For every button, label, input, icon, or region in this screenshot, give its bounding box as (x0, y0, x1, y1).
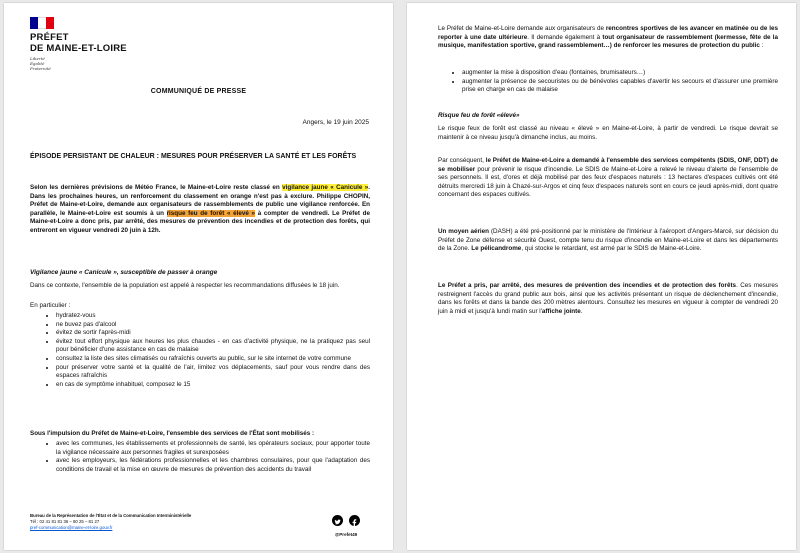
list-item: • augmenter la présence de secouristes ou de bénévoles capables d'avertir les secours et d'assurer une première prise en charge en cas de malaise (462, 78, 778, 95)
logo-motto: Liberté Égalité Fraternité (30, 56, 51, 71)
list-item: • augmenter la mise à disposition d'eau (fontaines, brumisateurs…) (462, 69, 778, 78)
list-item: • pour préserver votre santé et la qualité de l'air, limitez vos déplacements, sauf pour vous rendre dans des espaces rafraîchis (56, 364, 370, 381)
list-item: • en cas de symptôme inhabituel, composez le 15 (56, 381, 370, 390)
vigilance-heading: Vigilance jaune « Canicule », susceptible de passer à orange (30, 269, 218, 276)
fire-risk-text: Le risque feux de forêt est classé au niveau « élevé » en Maine-et-Loire, à partir de vendredi. Le risque devrait se maintenir à ce niveau jusqu'à dimanche inclus, au moins. (438, 125, 778, 141)
main-title: ÉPISODE PERSISTANT DE CHALEUR : MESURES POUR PRÉSERVER LA SANTÉ ET LES FORÊTS (30, 153, 357, 160)
page-2 (407, 3, 796, 550)
impulse-list (30, 440, 370, 474)
office-email-link[interactable]: pref-communication@maine-et-loire.gouv.fr (30, 525, 113, 530)
list-item: • avec les employeurs, les fédérations professionnelles et les chambres consulaires, pour que l'adaptation des conditions de travail et la mise en œuvre de mesures de prévention des accidents du travail (56, 457, 370, 474)
aerial-means-paragraph: Un moyen aérien (DASH) a été pré-positionné par le ministère de l'Intérieur à l'aéroport d'Angers-Marcé, sur décision du Préfet de Zone défense et sécurité Ouest, compte tenu du risque d'incendie en Maine-et-Loire et dans les départements de la Zone. Le pélicandrome, qui stocke le retardant, est armé par le SDIS de Maine-et-Loire. (438, 228, 778, 253)
page-1 (4, 3, 393, 550)
organizers-paragraph: Le Préfet de Maine-et-Loire demande aux organisateurs de rencontres sportives de les avancer en matinée ou de les reporter à une date ultérieure. Il demande également à tout organisateur de rassemblement (kermesse, fête de la musique, manifestation sportive, grand rassemblement…) de renforcer les mesures de protection du public : (438, 25, 779, 50)
list-item: • consultez la liste des sites climatisés ou rafraîchis ouverts au public, sur le site internet de votre commune (56, 355, 370, 364)
twitter-icon[interactable] (332, 515, 343, 526)
facebook-icon[interactable] (349, 515, 360, 526)
recommendations-list (30, 312, 370, 389)
vigilance-text: Dans ce contexte, l'ensemble de la population est appelé à respecter les recommandations diffusées le 18 juin. (30, 282, 340, 289)
in-particular-label: En particulier : (30, 302, 71, 309)
twitter-handle: @Prefet49 (334, 532, 358, 537)
impulse-heading: Sous l'impulsion du Préfet de Maine-et-Loire, l'ensemble des services de l'État sont mobilisés : (30, 430, 315, 437)
highlight-risque-feu: risque feu de forêt « élevé » (166, 209, 256, 217)
prefecture-logo (30, 17, 127, 71)
fire-risk-heading: Risque feu de forêt «élevé» (438, 112, 520, 119)
protection-measures-list (438, 69, 778, 95)
press-release-title: COMMUNIQUÉ DE PRESSE (150, 88, 247, 95)
release-date: Angers, le 19 juin 2025 (302, 119, 369, 126)
services-paragraph: Par conséquent, le Préfet de Maine-et-Loire a demandé à l'ensemble des services compétents (SDIS, ONF, DDT) de se mobiliser pour prévenir le risque d'incendie. Le SDIS de Maine-et-Loire a relevé le niveau d'alerte de l'ensemble de ses personnels. Il est, d'ores et déjà mobilisé par des feux d'espaces naturels : 13 hectares d'espaces cultivés ont été détruits mercredi 18 juin à Chazé-sur-Argos et cinq feux d'espaces naturels sont en cours ce jeudi après-midi, dont quatre concernant des espaces cultivés. (438, 157, 779, 199)
intro-paragraph: Selon les dernières prévisions de Météo France, le Maine-et-Loire reste classé en vigilance jaune « Canicule ». Dans les prochaines heures, un renforcement du classement en orange n'est pas à exclure. Philippe CHOPIN, Préfet de Maine-et-Loire, demande aux organisateurs de rassemblements de public une vigilance renforcée. En parallèle, le Maine-et-Loire est soumis à un risque feu de forêt « élevé » à compter de vendredi. Le Préfet de Maine-et-Loire a donc pris, par arrêté, des mesures de prévention des incendies et de protection des forêts, qui entreront en vigueur vendredi 20 juin à 12h. (30, 184, 370, 234)
press-contact-footer (30, 513, 191, 531)
list-item: • ne buvez pas d'alcool (56, 321, 370, 330)
office-name: Bureau de la Représentation de l'État et de la Communication Interministérielle (30, 513, 192, 518)
list-item: • évitez de sortir l'après-midi (56, 329, 370, 338)
office-phone: Tél : 02 41 81 81 36 – 80 25 – 81 27 (30, 519, 100, 524)
decree-paragraph: Le Préfet a pris, par arrêté, des mesures de prévention des incendies et de protection des forêts. Ces mesures restreignent l'accès du grand public aux bois, ainsi que les activités présentant un risque de déclenchement d'incendie, dans les forêts et dans la bande des 200 mètres alentours. Consultez les mesures en vigueur à compter de vendredi 20 juin à midi et jusqu'à lundi matin sur l'affiche jointe. (438, 282, 778, 315)
list-item: • avec les communes, les établissements et professionnels de santé, les opérateurs sociaux, pour apporter toute la vigilance nécessaire aux personnes fragiles et surexposées (56, 440, 370, 457)
french-flag-icon (30, 17, 54, 29)
social-links (328, 512, 364, 537)
list-item: • hydratez-vous (56, 312, 370, 321)
list-item: • évitez tout effort physique aux heures les plus chaudes - en cas d'activité physique, ne la pratiquez pas seul pour bénéficier d'une assistance en cas de malaise (56, 338, 370, 355)
logo-line-2: DE MAINE-ET-LOIRE (30, 43, 127, 54)
logo-line-1: PRÉFET (30, 32, 69, 43)
highlight-vigilance-jaune: vigilance jaune « Canicule » (282, 184, 369, 191)
